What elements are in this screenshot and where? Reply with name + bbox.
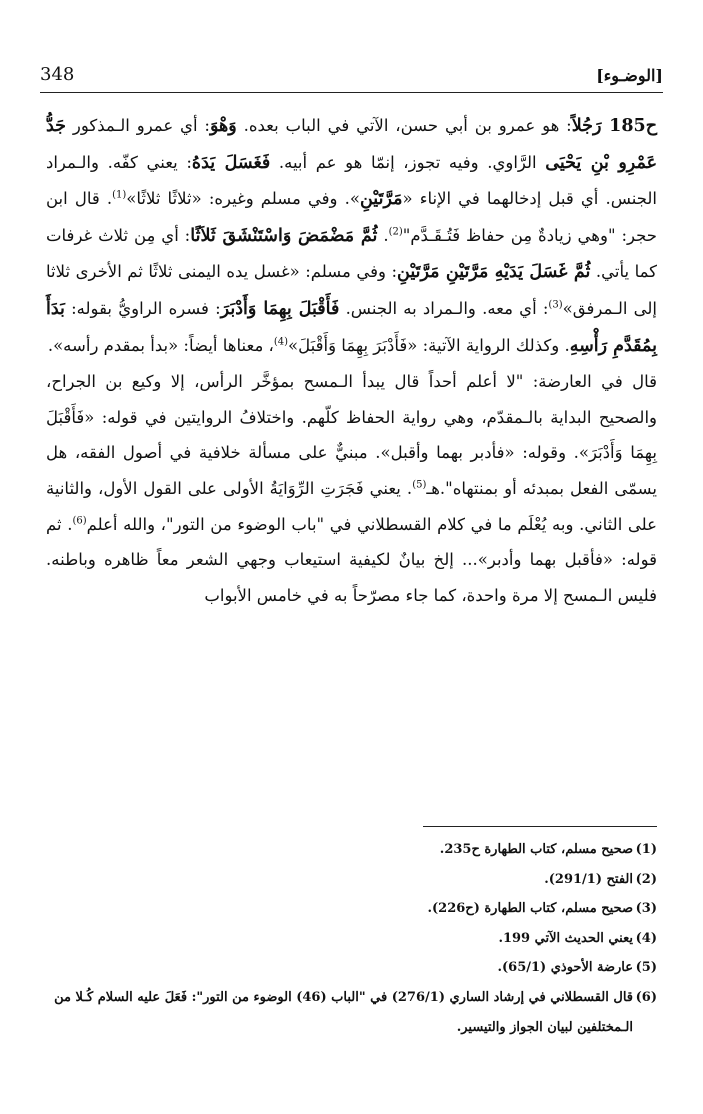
footnote-item bbox=[40, 840, 657, 860]
hadith-lemma: مَرَّتَيْنِ bbox=[359, 189, 403, 210]
footnote-item bbox=[40, 929, 657, 949]
footnote-text bbox=[40, 988, 633, 1038]
footnote-number: (1) bbox=[635, 842, 657, 857]
footnote-text-line: الفتح (291/1). bbox=[544, 871, 633, 887]
footnote-ref: (4) bbox=[273, 336, 289, 348]
main-text bbox=[46, 108, 657, 613]
header-rule bbox=[40, 92, 663, 93]
paragraph-1 bbox=[46, 108, 657, 364]
text-run: . قال ابن حجر: "وهي زيادةٌ مِن حفاظ فَتُـقَـدَّم" bbox=[46, 189, 657, 245]
footnotes bbox=[40, 840, 657, 1047]
footnote-rule bbox=[423, 826, 657, 827]
footnote-text bbox=[40, 958, 633, 978]
footnote-number: (4) bbox=[635, 930, 657, 946]
text-run: : أي مِن ثلاث غرفات كما يأتي. bbox=[46, 225, 658, 282]
footnote-ref: (5) bbox=[412, 479, 427, 491]
footnote-text bbox=[40, 929, 633, 949]
hadith-lemma: ثُمَّ غَسَلَ يَدَيْهِ مَرَّتَيْنِ مَرَّتَيْنِ bbox=[397, 262, 591, 283]
hadith-lemma: جَدُّ عَمْرِو بْنِ يَحْيَى bbox=[46, 116, 658, 173]
footnote-ref: (6) bbox=[72, 515, 87, 527]
footnote-text-line: عارضة الأحوذي (65/1). bbox=[497, 960, 633, 975]
footnote-item bbox=[40, 870, 657, 890]
footnote-item bbox=[40, 899, 657, 919]
footnote-text bbox=[40, 840, 633, 860]
hadith-lemma: ح185 bbox=[601, 116, 657, 136]
footnote-text-line: صحيح مسلم، كتاب الطهارة ح235. bbox=[439, 842, 633, 857]
footnote-ref: (2) bbox=[388, 226, 403, 238]
text-run: . bbox=[377, 225, 389, 245]
text-run: : أي عمرو الـمذكور bbox=[66, 116, 210, 135]
text-run: : فسره الراويُّ بقوله: bbox=[64, 298, 221, 318]
text-run: : وفي مسلم: «غسل يده اليمنى ثلاثًا ثم الأخرى ثلاثا إلى الـمرفق» bbox=[46, 262, 657, 318]
text-run: . ثم قوله: «فأقبل بهما وأدبر»... إلخ بيانٌ لكيفية استيعاب وجهي الشعر معاً ظاهره وباطنه. فليس الـمسح إلا مرة واحدة، كما جاء مصرّحاً به في خامس الأبواب bbox=[46, 514, 657, 605]
footnote-number: (3) bbox=[635, 901, 657, 916]
footnote-text-line: صحيح مسلم، كتاب الطهارة (ح226). bbox=[427, 901, 633, 916]
footnote-ref: (3) bbox=[548, 299, 563, 311]
running-head: [الوضـوء] bbox=[596, 66, 663, 85]
hadith-lemma: ثُمَّ مَضْمَضَ وَاسْتَنْشَقَ ثَلاَثًا bbox=[190, 225, 378, 246]
text-run: : يعني كفّه. والـمراد الجنس. أي قبل إدخالهما في الإناء « bbox=[46, 152, 657, 209]
footnote-item bbox=[40, 958, 657, 978]
text-run: ». وفي مسلم وغيره: «ثلاثًا ثلاثًا» bbox=[126, 189, 360, 209]
hadith-lemma: فَغَسَلَ يَدَهُ bbox=[191, 152, 271, 173]
footnote-number: (5) bbox=[635, 960, 657, 975]
footnote-text-line: قال القسطلاني في إرشاد الساري (276/1) في "الباب (46) الوضوء من التور": فَعَلَ عليه السلام كُـلا من bbox=[54, 989, 633, 1005]
text-run: . يعني فَجَرَتِ الرِّوَايَةُ الأولى على القول الأول، والثانية على الثاني. وبه يُعْلَم ما في كلام القسطلاني في "باب الوضوء من التور"، والله أعلم bbox=[46, 478, 657, 534]
footnote-ref: (1) bbox=[112, 189, 127, 201]
page-number: 348 bbox=[40, 64, 75, 85]
footnote-number: (2) bbox=[635, 871, 657, 887]
footnote-text bbox=[40, 899, 633, 919]
text-run: : أي معه. والـمراد به الجنس. bbox=[339, 298, 549, 318]
text-run: ، معناها أيضاً: «بدأ بمقدم رأسه». bbox=[47, 335, 274, 355]
hadith-lemma: وَهْوَ bbox=[209, 116, 237, 136]
text-run: قال في العارضة: "لا أعلم أحداً قال يبدأ الـمسح بمؤخَّر الرأس، إلا وكيع بن الجراح، والصحيح البداية بالـمقدّم، وهي رواية الحفاظ كلّهم. واختلافُ الروايتين في قوله: «فَأَقْبَلَ بِهِمَا وَأَدْبَرَ». وقوله: «فأدبر بهما وأقبل». مبنيٌّ على مسألة خلافية في أصول الفقه، هل يسمّى الفعل بمبدئه أو بمنتهاه".هـ bbox=[46, 372, 657, 498]
text-run: . وكذلك الرواية الآتية: «فَأَدْبَرَ بِهِمَا وَأَقْبَلَ» bbox=[288, 335, 570, 355]
hadith-lemma: رَجُلاً bbox=[571, 116, 602, 136]
footnote-text bbox=[40, 870, 633, 890]
text-run: الرَّاوي. وفيه تجوز، إنمّا هو عم أبيه. bbox=[270, 152, 546, 172]
text-run: : هو عمرو بن أبي حسن، الآتي في الباب بعده. bbox=[236, 116, 572, 135]
footnote-item bbox=[40, 988, 657, 1038]
hadith-lemma: بَدَأَ بِمُقَدَّمِ رَأْسِهِ bbox=[46, 298, 657, 356]
paragraph-2 bbox=[46, 364, 657, 613]
page-header bbox=[40, 56, 663, 96]
footnote-text-continuation: الـمختلفين لبيان الجواز والتيسير. bbox=[456, 1019, 633, 1035]
footnote-number: (6) bbox=[635, 989, 657, 1005]
hadith-lemma: فَأَقْبَلَ بِهِمَا وَأَدْبَرَ bbox=[220, 298, 340, 319]
footnote-text-line: يعني الحديث الآتي 199. bbox=[498, 930, 633, 946]
